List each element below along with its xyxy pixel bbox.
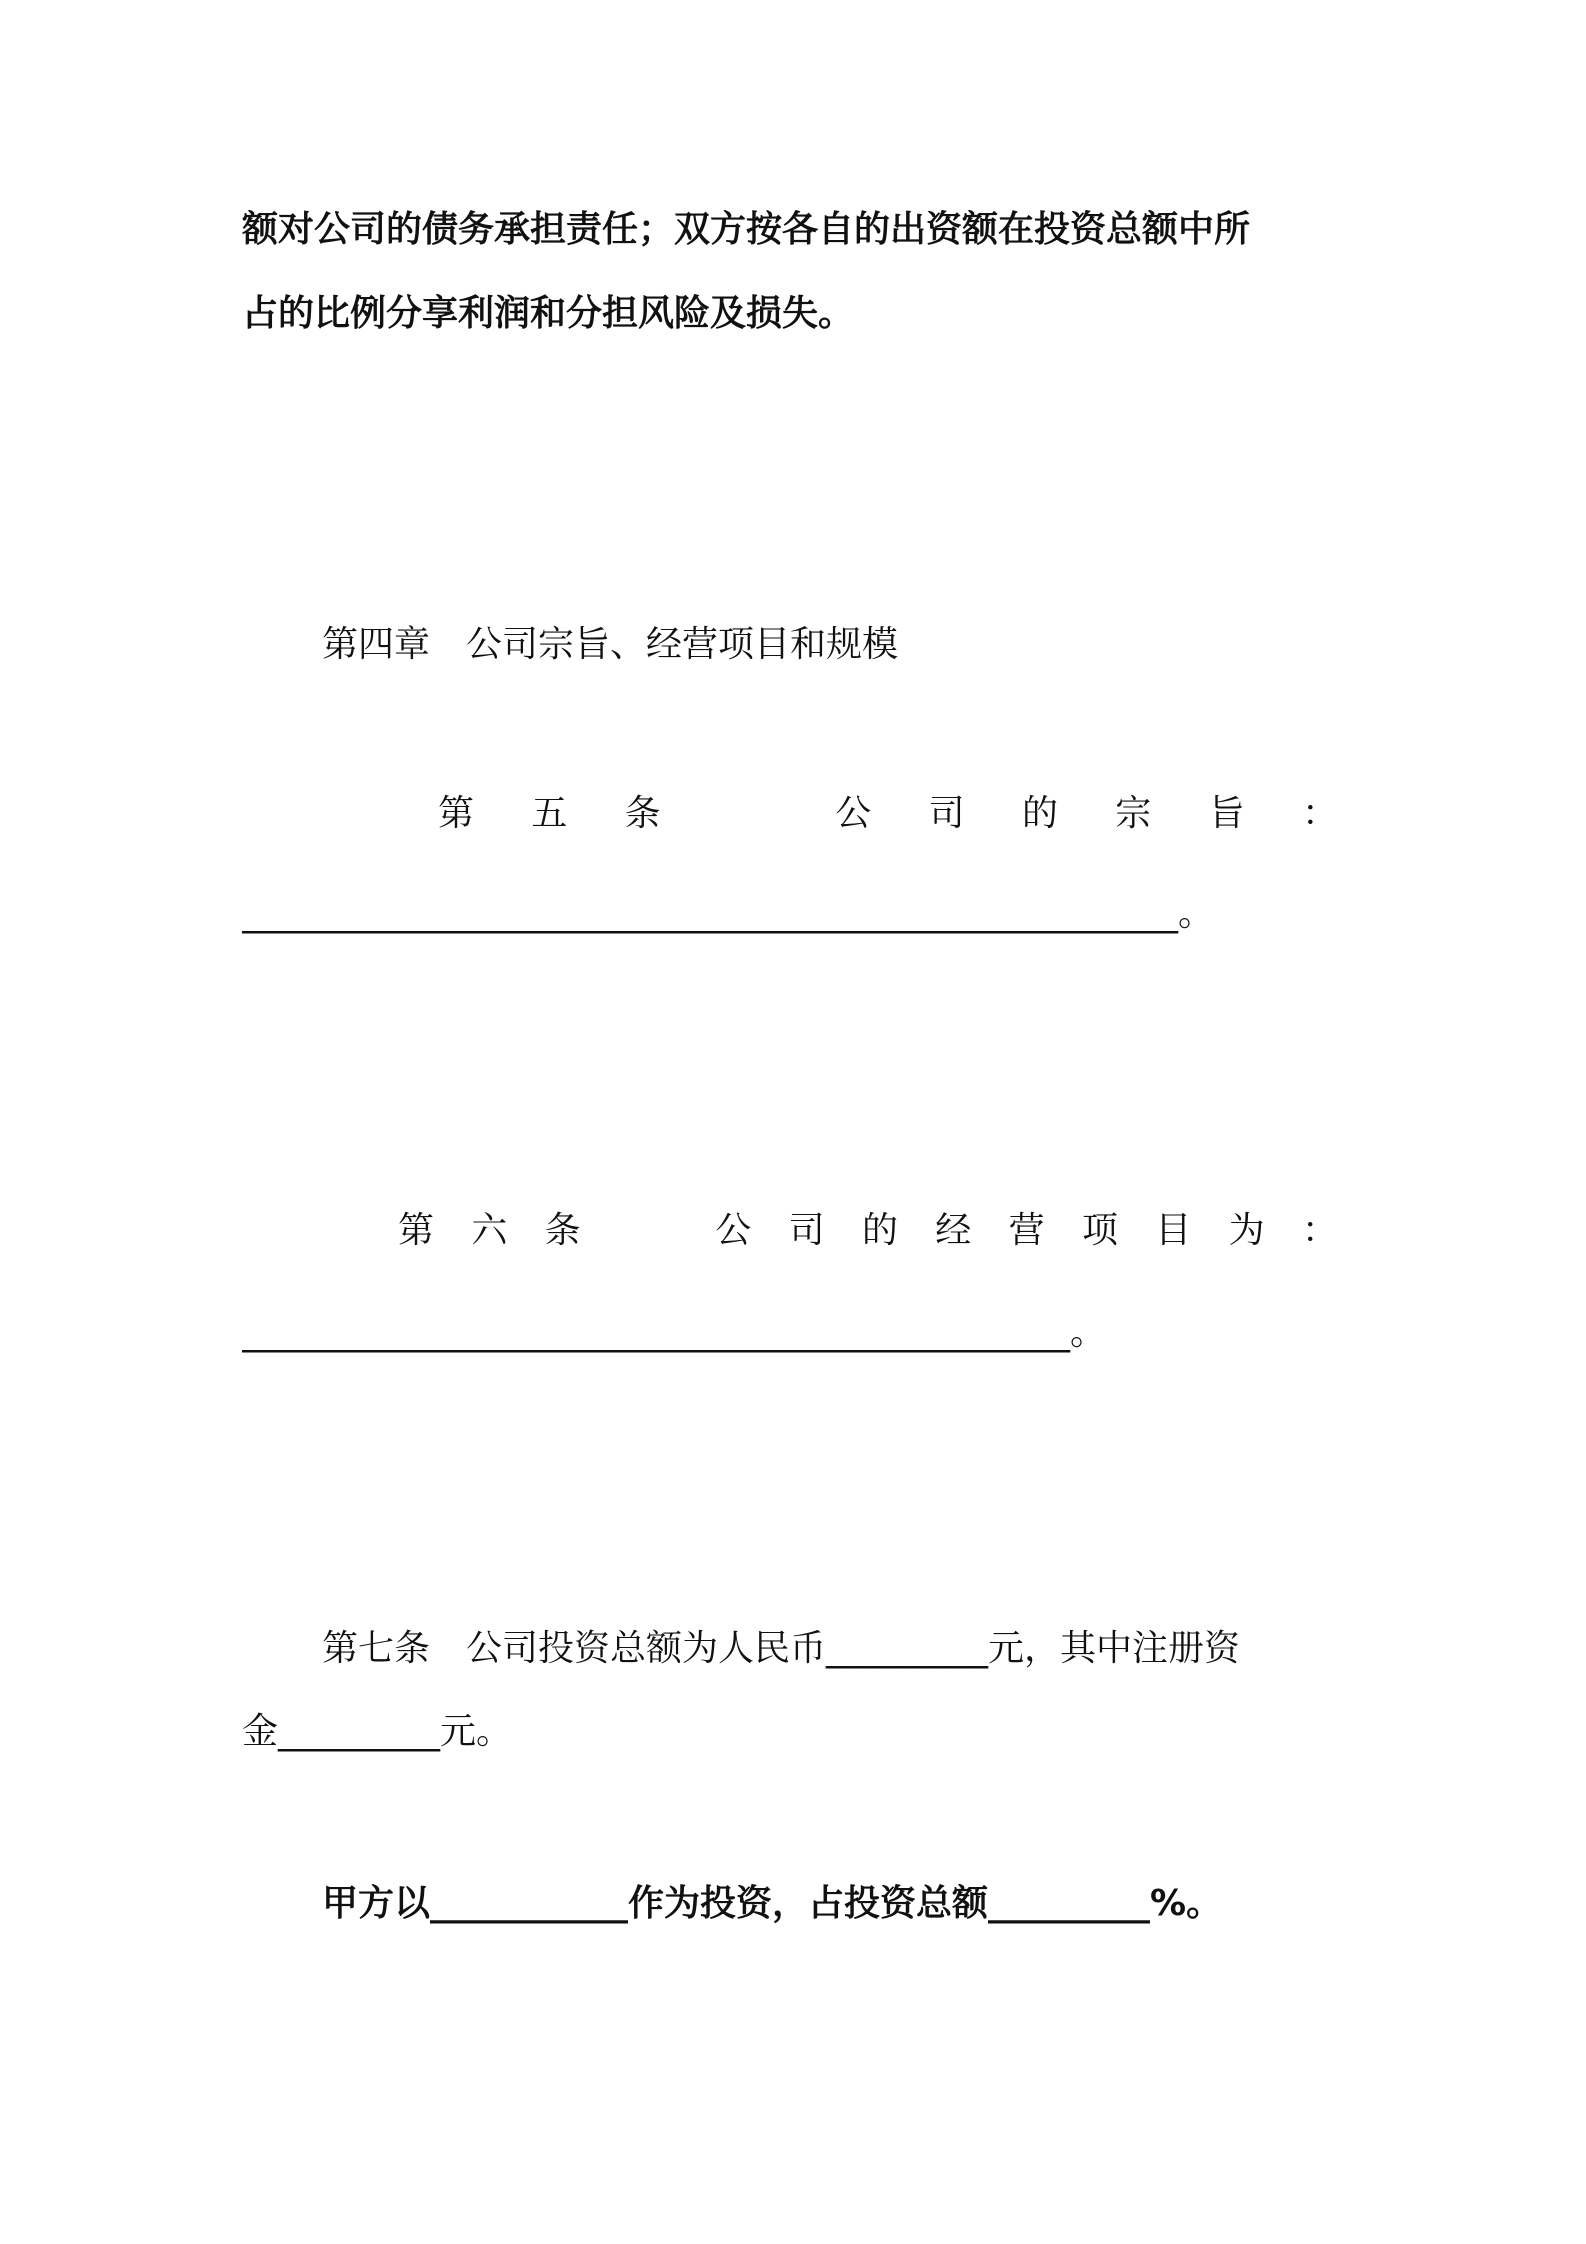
article5-label-char: 条: [624, 793, 661, 834]
article7-line: 金_________元。: [242, 1711, 513, 1752]
article6-label-char: 条: [544, 1210, 581, 1251]
article6-text-char: 公: [715, 1210, 752, 1251]
article5-label-char: 五: [531, 793, 568, 834]
article6-label-char: 第: [398, 1210, 435, 1251]
article6-text-char: 项: [1081, 1210, 1118, 1251]
article6-heading: [398, 1207, 1338, 1255]
article5-text-char: ：: [1301, 793, 1338, 834]
spacer: [618, 1207, 678, 1255]
article7-line: 第七条 公司投资总额为人民币_________元，其中注册资: [322, 1628, 1241, 1669]
article5-text-char: 旨: [1208, 793, 1245, 834]
article6-text-char: 的: [861, 1210, 898, 1251]
article6-text-char: 为: [1228, 1210, 1265, 1251]
article6-text-char: 目: [1155, 1210, 1192, 1251]
paragraph-line: 占的比例分享利润和分担风险及损失。: [242, 293, 855, 334]
article5-text-char: 公: [835, 793, 872, 834]
article6-blank-line: ______________________________________________。: [242, 1312, 1106, 1353]
article6-text-char: 营: [1008, 1210, 1045, 1251]
article5-text-char: 司: [928, 793, 965, 834]
paragraph-line: 额对公司的债务承担责任；双方按各自的出资额在投资总额中所: [242, 209, 1251, 250]
party-a-line: 甲方以___________作为投资，占投资总额_________%。: [322, 1883, 1223, 1924]
article6-text-char: 司: [788, 1210, 825, 1251]
article5-blank-line: ____________________________________________________。: [242, 893, 1214, 934]
article6-label-char: 六: [471, 1210, 508, 1251]
spacer: [718, 790, 778, 838]
article5-heading: [438, 790, 1338, 838]
article5-text-char: 的: [1021, 793, 1058, 834]
article6-text-char: ：: [1301, 1210, 1338, 1251]
article5-text-char: 宗: [1115, 793, 1152, 834]
chapter-heading: 第四章 公司宗旨、经营项目和规模: [322, 624, 899, 665]
article5-label-char: 第: [438, 793, 475, 834]
article6-text-char: 经: [935, 1210, 972, 1251]
